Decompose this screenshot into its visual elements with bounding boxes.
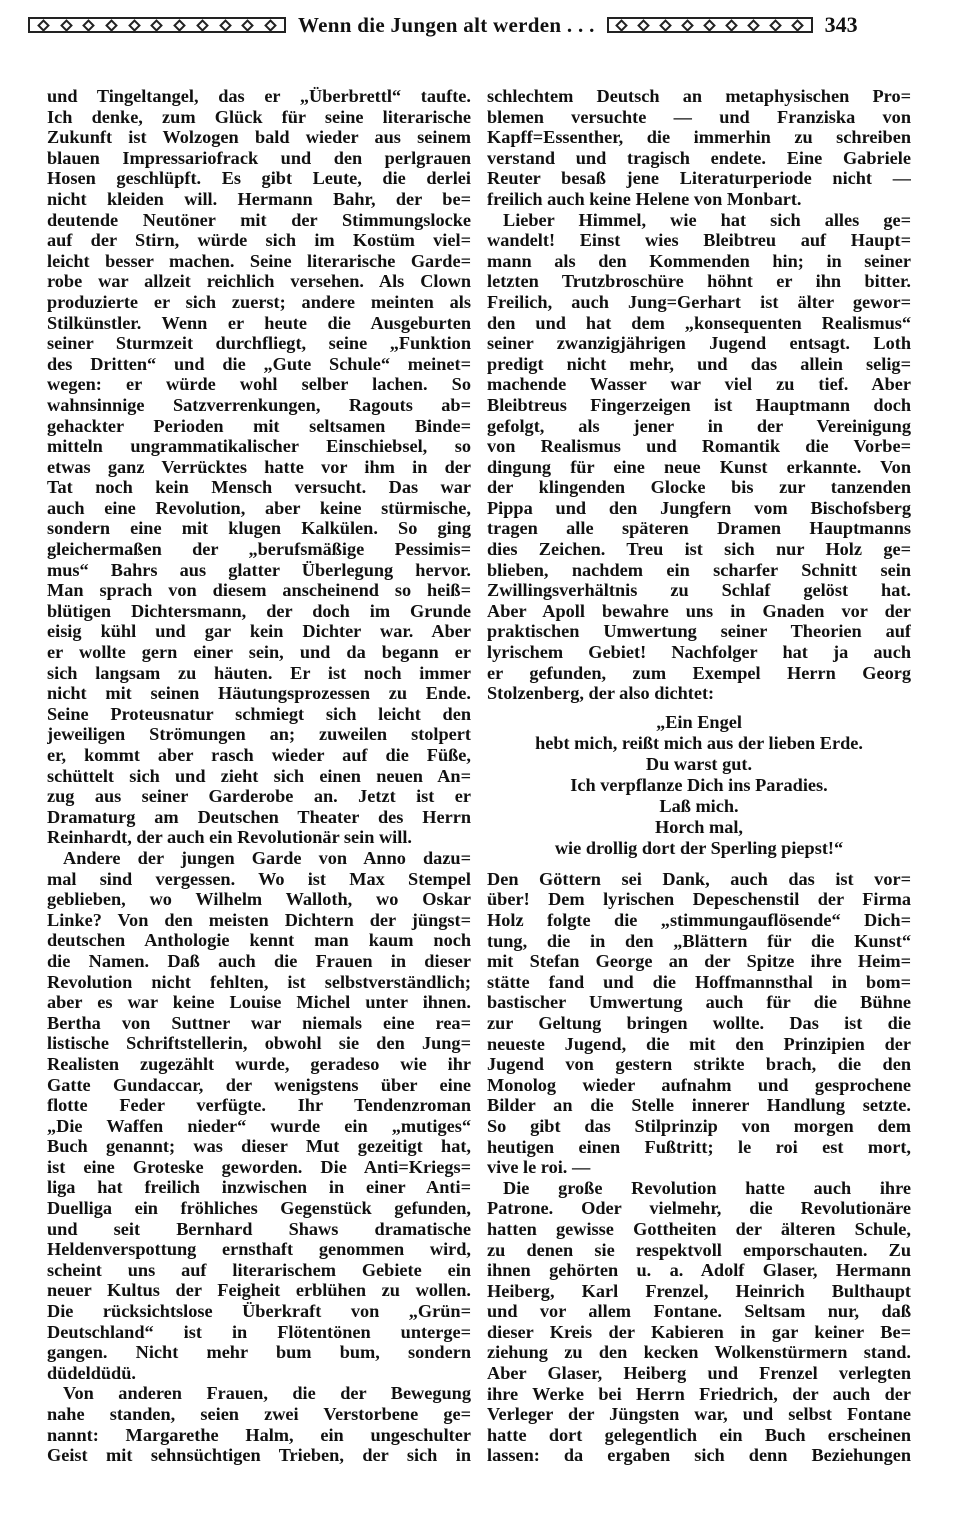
text-line: robe war allzeit reichlich versehen. Als Clown [47,271,471,292]
text-line: blieben, nachdem ein scharfer Schnitt sein [487,559,911,580]
diamond-ornament [659,19,672,32]
text-line: Verleger der Jüngsten war, und selbst Fontane [487,1404,911,1425]
text-line: dieser Kreis der Kabieren in gar keiner Be= [487,1321,911,1342]
text-line: Freilich, auch Jung=Gerhart ist älter gewor= [487,291,911,312]
text-line: dies Zeichen. Treu ist sich nur Holz ge= [487,539,911,560]
paragraph [47,86,471,848]
text-line: den und hat dem „konsequenten Realismus“ [487,312,911,333]
text-line: etwas ganz Verrücktes hatte vor ihm in der [47,456,471,477]
paragraph [487,869,911,1178]
text-line: Lieber Himmel, wie hat sich alles ge= [503,209,911,230]
text-line: neuer Kultus der Feigheit erblühen zu wollen. [47,1280,471,1301]
text-line: auf der Stirn, würde sich im Kostüm viel= [47,230,471,251]
text-line: hebt mich, reißt mich aus der lieben Erde. [535,732,863,753]
text-line: verstand und tragisch endete. Eine Gabriele [487,147,911,168]
text-line: schüttelt sich und zieht sich einen neuen An= [47,765,471,786]
text-line: aber es war keine Louise Michel unter ihnen. [47,992,471,1013]
text-line: Andere der jungen Garde von Anno dazu= [63,847,471,868]
diamond-ornament [747,19,760,32]
text-line: mitteln ungrammatikalischer Einschiebsel, so [47,436,471,457]
text-line: Ich verpflanze Dich ins Paradies. [570,774,828,795]
text-line: heutigen einen Fußtritt; le roi est mort, [487,1136,911,1157]
text-line: Geist mit sehnsüchtigen Trieben, der sich in [47,1445,471,1466]
text-line: Von anderen Frauen, die der Bewegung [63,1383,471,1404]
diamond-ornament [703,19,716,32]
text-line: er wollte gern einer sein, und da begann er [47,642,471,663]
text-line: nannt: Margarethe Halm, ein ungeschulter [47,1424,471,1445]
text-line: Kapff=Essenther, die immerhin zu schreiben [487,127,911,148]
text-line: Linke? Von den meisten Dichtern der jüngst= [47,909,471,930]
text-line: letzten Trutzbroschüre höhnt er ihn bitter. [487,271,911,292]
text-line: nahe standen, seien zwei Verstorbene ge= [47,1404,471,1424]
text-line: Bleibtreus Fingerzeigen ist Hauptmann doch [487,394,911,415]
text-line: nicht mit seinen Häutungsprozessen zu Ende. [47,683,471,704]
text-line: Realisten zugezählt wurde, geradeso wie ihr [47,1053,471,1074]
text-line: „Ein Engel [656,711,742,732]
text-line: mus“ Bahrs aus glatter Überlegung hervor. [47,559,471,580]
diamond-ornament [105,19,118,32]
text-line: Patrone. Oder vielmehr, die Revolutionäre [487,1198,911,1219]
text-line: sondern eine mit klugen Kalkülen. So ging [47,518,471,539]
text-line: und vor allem Fontane. Seltsam nur, daß [487,1301,911,1322]
ornament-border-right [607,17,813,33]
text-line: gehackter Perioden mit seltsamen Binde= [47,415,471,436]
diamond-ornament [791,19,804,32]
text-line: Duelliga ein fröhliches Gegenstück gefunden, [47,1198,471,1219]
text-line: Stolzenberg, der also dichtet: [487,683,715,704]
text-line: tung, die in den „Blättern für die Kunst“ [487,930,911,951]
text-line: der klingenden Glocke bis zur tanzenden [487,477,911,498]
text-line: Pippa und den Jungfern vom Bischofsberg [487,497,911,518]
text-line: Ich denke, zum Glück für seine literarische [47,106,471,127]
text-line: von Realismus und Romantik die Vorbe= [487,436,911,457]
text-line: lassen: da ergaben sich denn Beziehungen [487,1445,911,1466]
text-line: mal sind vergessen. Wo ist Max Stempel [47,868,471,889]
diamond-ornament [769,19,782,32]
text-line: Du warst gut. [645,753,753,774]
text-line: Heiberg, Karl Frenzel, Heinrich Bulthaupt [487,1280,911,1301]
diamond-ornament [681,19,694,32]
text-line: sich langsam zu häuten. Er ist noch immer [47,662,471,683]
text-line: zur Geltung bringen wollte. Das ist die [487,1012,911,1033]
text-line: Zukunft ist Wolzogen bald wieder aus seinem [47,127,471,148]
text-line: Laß mich. [659,795,739,816]
text-line: seiner Sturmzeit durchfliegt, seine „Funktion [47,333,471,354]
text-line: Heldenverspottung ernsthaft genommen wird, [47,1239,471,1260]
diamond-ornament [173,19,186,32]
diamond-ornament [196,19,209,32]
diamond-ornament [151,19,164,32]
text-line: neueste Jugend, die mit den Prinzipien der [487,1033,911,1054]
diamond-ornament [725,19,738,32]
text-line: Hosen geschlüpft. Es gibt Leute, die derlei [47,168,471,189]
text-line: mann als den Kommenden hin; in seiner [487,250,911,271]
text-line: machende Wasser war viel zu tief. Aber [487,374,911,395]
text-line: Die rücksichtslose Überkraft von „Grün= [47,1301,471,1322]
text-line: blauen Impressariofrack und den perlgrauen [47,147,471,168]
text-line: auch eine Revolution, aber keine stürmische, [47,497,471,518]
text-line: listische Schriftstellerin, obwohl sie den Jung= [47,1033,471,1054]
text-line: scheint uns auf literarischem Gebiete ein [47,1259,471,1280]
text-line: Reinhardt, der auch ein Revolutionär sein will. [47,827,412,848]
paragraph [487,86,911,210]
text-line: Bertha von Suttner war niemals eine rea= [47,1012,471,1033]
text-line: blemen versuchte — und Franziska von [487,106,911,127]
diamond-ornament [219,19,232,32]
text-line: Monolog wieder aufnahm und gesprochene [487,1074,911,1095]
paragraph [47,848,471,1383]
text-line: und seit Bernhard Shaws dramatische [47,1218,471,1239]
diamond-ornament [615,19,628,32]
text-line: produzierte er sich zuerst; andere meinten als [47,291,471,312]
paragraph [487,1178,911,1466]
text-line: geblieben, wo Wilhelm Walloth, wo Oskar [47,889,471,910]
diamond-ornament [128,19,141,32]
text-line: predigt nicht mehr, und das allein selig= [487,353,911,374]
text-line: ihre Werke bei Herrn Friedrich, der auch der [487,1383,911,1404]
text-line: wahnsinnige Satzverrenkungen, Ragouts ab= [47,394,471,415]
text-line: So gibt das Stilprinzip von morgen dem [487,1115,911,1136]
text-line: schlechtem Deutsch an metaphysischen Pro= [487,86,911,106]
diamond-ornament [82,19,95,32]
text-line: Reuter besaß jene Literaturperiode nicht — [487,168,911,189]
text-line: über! Dem lyrischen Depeschenstil der Firma [487,889,911,910]
text-line: bastischer Umwertung auch für die Bühne [487,992,911,1013]
text-line: jeweiligen Strömungen an; zuweilen stolpert [47,724,471,745]
text-line: mit Stefan George an der Spitze ihre Heim= [487,951,911,972]
text-line: Tat noch kein Mensch versucht. Das war [47,477,471,498]
text-line: Aber Apoll bewahre uns in Gnaden vor der [487,600,911,621]
text-line: Den Göttern sei Dank, auch das ist vor= [487,868,911,889]
text-line: hatte dort gelegentlich ein Buch erscheinen [487,1424,911,1445]
text-line: ihnen gehörten u. a. Adolf Glaser, Hermann [487,1260,911,1281]
text-line: zu denen sie respektvoll emporschauten. Zu [487,1239,911,1260]
text-line: wie drollig dort der Sperling piepst!“ [554,837,844,858]
text-line: Jugend von gestern strikte brach, die den [487,1054,911,1075]
text-column-right [487,86,911,1466]
text-line: des Dritten“ und die „Gute Schule“ meinet= [47,353,471,374]
diamond-ornament [241,19,254,32]
text-line: ziehung zu den kecken Wolkenstürmern stand. [487,1342,911,1363]
text-line: Stilkünstler. Wenn er heute die Ausgeburten [47,312,471,333]
text-line: Revolution nicht fehlten, ist selbstverständlich; [47,971,471,992]
text-line: liga hat freilich inzwischen in einer Anti= [47,1177,471,1198]
text-line: dingung für eine neue Kunst erkannte. Von [487,456,911,477]
text-line: Bilder an die Stelle innerer Handlung setzte. [487,1095,911,1116]
text-line: nicht kleiden will. Hermann Bahr, der be= [47,188,471,209]
text-line: Gatte Gundaccar, der wenigstens über eine [47,1074,471,1095]
text-line: und Tingeltangel, das er „Überbrettl“ taufte. [47,86,471,106]
text-line: seiner zwanzigjährigen Jugend entsagt. Loth [487,333,911,354]
diamond-ornament [60,19,73,32]
text-line: Zwillingsverhältnis zu Schlaf gelöst hat. [487,580,911,601]
diamond-ornament [264,19,277,32]
running-header [28,12,908,38]
text-line: wandelt! Einst wies Bleibtreu auf Haupt= [487,230,911,251]
text-column-left [47,86,471,1466]
text-line: wegen: er würde wohl selber lachen. So [47,374,471,395]
text-line: deutschen Anthologie kennt man kaum noch [47,930,471,951]
text-line: „Die Waffen nieder“ wurde ein „mutiges“ [47,1115,471,1136]
text-line: Dramaturg am Deutschen Theater des Herrn [47,806,471,827]
text-line: ist eine Groteske geworden. Die Anti=Kriegs= [47,1156,471,1177]
paragraph [487,210,911,704]
running-title: Wenn die Jungen alt werden . . . [298,12,595,37]
text-line: er, kommt aber rasch wieder auf die Füße, [47,745,471,765]
text-line: zug aus seiner Garderobe an. Jetzt ist er [47,786,471,807]
text-line: er gefunden, zum Exempel Herrn Georg [487,662,911,683]
text-line: gefolgt, als jener in der Vereinigung [487,415,911,436]
text-line: blütigen Dichtersmann, der doch im Grunde [47,600,471,621]
diamond-ornament [37,19,50,32]
text-line: Aber Glaser, Heiberg und Frenzel verlegten [487,1363,911,1384]
text-line: gleichermaßen der „berufsmäßige Pessimis= [47,539,471,560]
text-line: Horch mal, [654,816,743,837]
text-line: flotte Feder verfügte. Ihr Tendenzroman [47,1095,471,1116]
text-line: Deutschland“ ist in Flötentönen unterge= [47,1321,471,1342]
text-line: Die große Revolution hatte auch ihre [503,1177,911,1198]
text-line: Holz folgte die „stimmungauflösende“ Dich= [487,910,911,930]
text-line: hatten gewisse Gottheiten der älteren Schule, [487,1218,911,1239]
text-line: die Namen. Daß auch die Frauen in dieser [47,950,471,971]
text-line: Buch genannt; was dieser Mut gezeitigt hat, [47,1136,471,1157]
text-line: vive le roi. — [487,1157,591,1178]
text-line: eisig kühl und gar kein Dichter war. Aber [47,621,471,642]
ornament-border-left [28,17,286,33]
text-line: gangen. Nicht mehr bum bum, sondern [47,1342,471,1363]
text-line: freilich auch keine Helene von Monbart. [487,188,802,209]
paragraph [47,1383,471,1465]
text-line: Seine Proteusnatur schmiegt sich leicht den [47,703,471,724]
text-line: düdeldüdü. [47,1362,136,1383]
text-line: lyrischem Gebiet! Nachfolger hat ja auch [487,642,911,663]
text-line: tragen alle späteren Dramen Hauptmanns [487,518,911,539]
text-line: stätte fand und die Hoffmannsthal in bom= [487,971,911,992]
poem-quote [487,712,911,859]
diamond-ornament [637,19,650,32]
page-number: 343 [824,12,858,37]
text-line: Man sprach von diesem anscheinend so heiß= [47,580,471,601]
text-line: leicht besser machen. Seine literarische Garde= [47,250,471,271]
text-line: deutende Neutöner mit der Stimmungslocke [47,209,471,230]
text-line: praktischen Umwertung seiner Theorien auf [487,621,911,642]
